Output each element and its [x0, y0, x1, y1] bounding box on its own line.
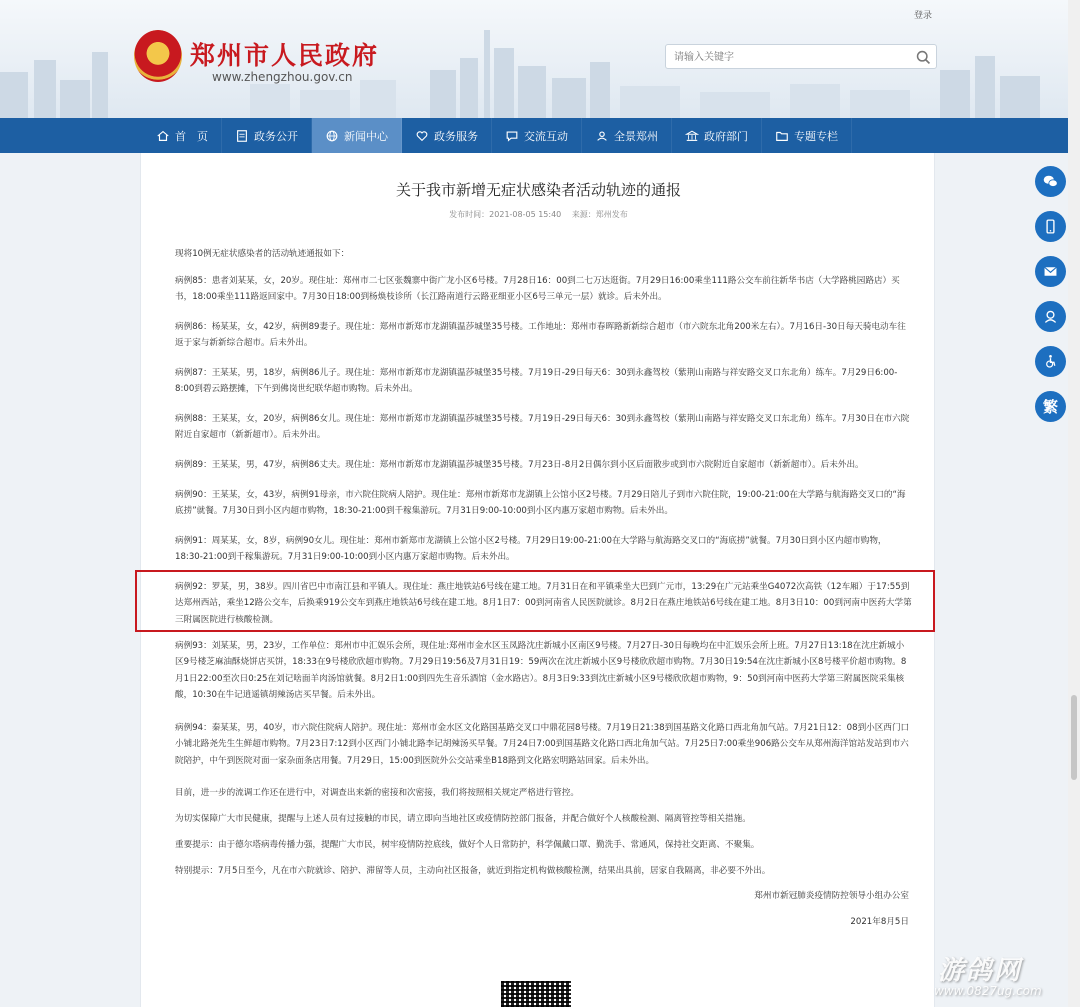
- login-link[interactable]: 登录: [913, 11, 932, 21]
- watermark-url: www.0827ug.com: [934, 984, 1042, 998]
- intro-paragraph: 现将10例无症状感染者的活动轨迹通报如下：: [175, 249, 350, 259]
- search-box: [665, 44, 937, 69]
- accessibility-icon: [1042, 353, 1059, 370]
- globe-icon: [325, 129, 339, 143]
- folder-icon: [775, 129, 789, 143]
- nav-item-topics[interactable]: [762, 118, 852, 153]
- closing-paragraph: 目前，进一步的流调工作还在进行中，对调查出来新的密接和次密接，我们将按照相关规定严格进行管控。: [175, 788, 579, 798]
- search-icon[interactable]: [915, 49, 932, 66]
- site-watermark: [930, 948, 1070, 1006]
- building-icon: [685, 129, 699, 143]
- case-paragraph: 病例94：秦某某，男，40岁，市六院住院病人陪护。现住址：郑州市金水区文化路国基路交叉口中鼎花园8号楼。7月19日21:38到国基路文化路口西北角加气站。7月21日12：08到小区西门口小铺北路尧先生生鲜超市购物。7月23日7:12到小区西门小铺北路李记胡辣汤买早餐。7月24日7:00到国基路文化路口西北角加气站。7月25日7:00乘坐906路公交车从郑州海洋馆站发站到市六院陪护，中午到医院对面一家杂面条店用餐。7月29日，15:00到医院外公交站乘坐B18路到文化路宏明路站回家。后未外出。: [175, 723, 910, 766]
- user-service-button[interactable]: [1035, 301, 1066, 332]
- case-paragraph: 病例85：患者刘某某，女，20岁。现住址：郑州市二七区张魏寨中街广龙小区6号楼。7月28日16：00到二七万达逛街。7月29日16:00乘坐111路公交车前往新华书店（大学路桃园路店）买书，18:00乘坐111路返回家中。7月30日18:00到杨焕枝诊所（长江路南道行云路亚细亚小区6号三单元一层）就诊。后未外出。: [175, 276, 900, 303]
- national-emblem-logo: [134, 30, 182, 82]
- search-input[interactable]: [666, 46, 906, 69]
- nav-item-services[interactable]: [402, 118, 492, 153]
- article-source: 来源：郑州发布: [571, 210, 628, 219]
- red-highlight-box: [135, 570, 935, 632]
- article-meta: [141, 209, 936, 220]
- page-scrollbar[interactable]: [1068, 0, 1080, 1007]
- wechat-button[interactable]: [1035, 166, 1066, 197]
- wechat-icon: [1042, 173, 1059, 190]
- mail-icon: [1042, 263, 1059, 280]
- qr-code: [501, 981, 571, 1007]
- mobile-button[interactable]: [1035, 211, 1066, 242]
- mobile-icon: [1042, 218, 1059, 235]
- watermark-brand: 游鸽网: [938, 956, 1023, 986]
- nav-item-gov-affairs[interactable]: [222, 118, 312, 153]
- case-paragraph-highlighted: [175, 579, 912, 628]
- scrollbar-thumb[interactable]: [1071, 695, 1077, 780]
- nav-item-label: 新闻中心: [344, 129, 388, 143]
- nav-item-label: 首 页: [175, 129, 208, 143]
- heart-icon: [415, 129, 429, 143]
- nav-item-interaction[interactable]: [492, 118, 582, 153]
- closing-paragraph: 为切实保障广大市民健康，提醒与上述人员有过接触的市民，请立即向当地社区或疫情防控部门报备，并配合做好个人核酸检测、隔离管控等相关措施。: [175, 814, 751, 824]
- site-url: www.zhengzhou.gov.cn: [212, 70, 353, 84]
- user-service-icon: [1042, 308, 1059, 325]
- case-paragraph: 病例86：杨某某，女，42岁，病例89妻子。现住址：郑州市新郑市龙湖镇温莎城堡35号楼。工作地址：郑州市春晖路新新综合超市（市六院东北角200米左右）。7月16日-30日每天骑电动车往返于家与新新综合超市。后未外出。: [175, 322, 906, 349]
- article-container: [140, 153, 935, 1007]
- traditional-chinese-button[interactable]: [1035, 391, 1066, 422]
- article-title: 关于我市新增无症状感染者活动轨迹的通报: [395, 181, 681, 199]
- chat-icon: [505, 129, 519, 143]
- case-paragraph: 病例88：王某某，女，20岁，病例86女儿。现住址：郑州市新郑市龙湖镇温莎城堡35号楼。7月19日-29日每天6：30到永鑫驾校（紫荆山南路与祥安路交叉口东北角）练车。7月30日在市六院附近自家超市（新新超市）。后未外出。: [175, 414, 910, 441]
- traditional-chinese-icon: 繁: [1042, 398, 1058, 416]
- nav-item-label: 交流互动: [524, 129, 568, 143]
- site-title[interactable]: 郑州市人民政府: [190, 41, 380, 70]
- issue-date: 2021年8月5日: [850, 917, 909, 927]
- home-icon: [156, 129, 170, 143]
- nav-item-label: 政务公开: [254, 129, 298, 143]
- case-paragraph: 病例90：王某某，女，43岁，病例91母亲，市六院住院病人陪护。现住址：郑州市新郑市龙湖镇上公馆小区2号楼。7月29日陪儿子到市六院住院，19:00-21:00在大学路与航海路交叉口的“海底捞”就餐。7月30日到小区内超市购物，18:30-21:00到千稼集游玩。7月31日9:00-10:00到小区内惠万家超市购物。后未外出。: [175, 490, 906, 517]
- floating-sidebar: [1035, 166, 1068, 436]
- nav-item-departments[interactable]: [672, 118, 762, 153]
- nav-item-label: 全景郑州: [614, 129, 658, 143]
- nav-item-label: 政务服务: [434, 129, 478, 143]
- mail-button[interactable]: [1035, 256, 1066, 287]
- nav-item-label: 政府部门: [704, 129, 748, 143]
- nav-item-news[interactable]: [312, 118, 402, 153]
- case-paragraph: 病例89：王某某，男，47岁，病例86丈夫。现住址：郑州市新郑市龙湖镇温莎城堡35号楼。7月23日-8月2日偶尔到小区后面散步或到市六院附近自家超市（新新超市）。后未外出。: [175, 460, 864, 470]
- site-header: [0, 0, 1080, 118]
- issuer-signature: 郑州市新冠肺炎疫情防控领导小组办公室: [754, 891, 909, 901]
- accessibility-button[interactable]: [1035, 346, 1066, 377]
- nav-item-panorama[interactable]: [582, 118, 672, 153]
- case-paragraph-text: 病例92：罗某，男，38岁。四川省巴中市南江县和平镇人。现住址：燕庄地铁站6号线在建工地。7月31日在和平镇乘坐大巴到广元市，13:29在广元站乘坐G4072次高铁（12车厢）于17:55到达郑州西站，乘坐12路公交车，后换乘919公交车到燕庄地铁站6号线在建工地。8月1日7：00到河南省人民医院就诊。8月2日在燕庄地铁站6号线在建工地。8月3日10：00到河南中医药大学第三附属医院进行核酸检测。: [175, 582, 912, 625]
- nav-item-home[interactable]: [143, 118, 222, 153]
- panorama-icon: [595, 129, 609, 143]
- case-paragraph: 病例87：王某某，男，18岁，病例86儿子。现住址：郑州市新郑市龙湖镇温莎城堡35号楼。7月19日-29日每天6：30到永鑫驾校（紫荆山南路与祥安路交叉口东北角）练车。7月29日6:00-8:00到碧云路摆摊，下午到佛岗世纪联华超市购物。后未外出。: [175, 368, 898, 395]
- case-paragraph: 病例91：周某某，女，8岁，病例90女儿。现住址：郑州市新郑市龙湖镇上公馆小区2号楼。7月29日19:00-21:00在大学路与航海路交叉口的“海底捞”就餐。7月30日到小区内超市购物，18:30-21:00到千稼集游玩。7月31日9:00-10:00到小区内惠万家超市购物。后未外出。: [175, 536, 887, 563]
- document-icon: [235, 129, 249, 143]
- case-paragraph: 病例93：刘某某，男，23岁，工作单位：郑州市中汇娱乐会所，现住址:郑州市金水区玉凤路沈庄新城小区南区9号楼。7月27日-30日每晚均在中汇娱乐会所上班。7月27日13:18在沈庄新城小区9号楼芝麻油酥烧饼店买饼，18:33在9号楼欣欣超市购物。7月29日19:56及7月31日19：59两次在沈庄新城小区9号楼欣欣超市购物。7月30日19:54在沈庄新城小区8号楼平价超市购物。8月1日22:00至次日0:25在刘记啥面羊肉汤馆就餐。8月2日1:00到四先生音乐酒馆（金水路店）。8月3日9:33到沈庄新城小区9号楼欣欣超市购物，9：50到河南中医药大学第三附属医院采集核酸，10:30在牛记逍遥镇胡辣汤店买早餐。后未外出。: [175, 641, 907, 700]
- publish-time: 发布时间：2021-08-05 15:40: [449, 210, 562, 219]
- main-nav: [0, 118, 1080, 153]
- closing-paragraph: 特别提示：7月5日至今，凡在市六院就诊、陪护、滞留等人员，主动向社区报备，就近到指定机构做核酸检测，结果出具前，居家自我隔离，非必要不外出。: [175, 866, 771, 876]
- closing-paragraph: 重要提示：由于德尔塔病毒传播力强，提醒广大市民，树牢疫情防控底线，做好个人日常防护，科学佩戴口罩、勤洗手、常通风，保持社交距离、不聚集。: [175, 840, 760, 850]
- nav-item-label: 专题专栏: [794, 129, 838, 143]
